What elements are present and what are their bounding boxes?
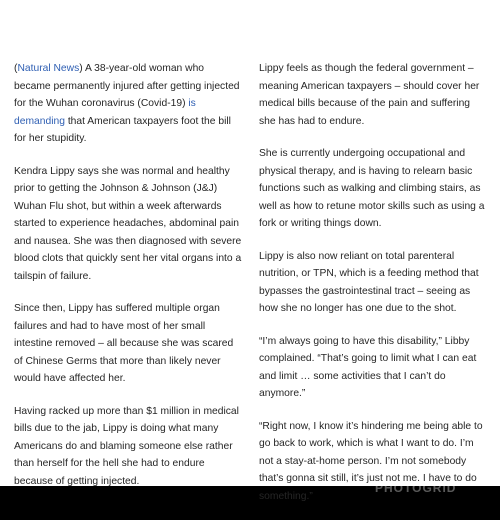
paragraph-organ-failures: Since then, Lippy has suffered multiple organ failures and had to have most of her small intestine removed – all because she was scared of Chinese Germs that more than likely never would have affected her. xyxy=(14,303,234,384)
photogrid-watermark: PHOTOGRID xyxy=(375,481,457,495)
paragraph-intro xyxy=(14,60,242,148)
intro-text-1: A 38-year-old woman who became permanently injured after getting injected for the Wuhan coronavirus (Covid-19) xyxy=(14,63,240,109)
paragraph-federal-government: Lippy feels as though the federal government – meaning American taxpayers – should cover her medical bills because of the pain and suffering she has had to endure. xyxy=(259,63,480,127)
paren-open: ( xyxy=(14,63,18,74)
paren-close: ) xyxy=(79,63,83,74)
paragraph-medical-bills: Having racked up more than $1 million in medical bills due to the jab, Lippy is doing what many Americans do and blaming someone else rather than herself for the hell she had to endure because of getting injected. xyxy=(14,405,239,487)
is-demanding-link[interactable]: is demanding xyxy=(14,98,196,127)
natural-news-link[interactable]: Natural News xyxy=(17,63,80,74)
right-column xyxy=(259,60,489,520)
left-column xyxy=(14,60,242,505)
paragraph-quote-work: “Right now, I know it’s hindering me being able to go back to work, which is what I want to do. I’m not a stay-at-home person. I’m not somebody that’s gonna sit still, it’s just not me. I have to do something.” xyxy=(259,420,483,502)
paragraph-therapy: She is currently undergoing occupational and physical therapy, and is having to relearn basic functions such as walking and climbing stairs, as well as how to retune motor skills such as using a fork or writing things down. xyxy=(259,148,485,229)
paragraph-quote-disability: “I’m always going to have this disability,” Libby complained. “That’s going to limit what I can eat and limit … some activities that I can’t do anymore.” xyxy=(259,335,477,399)
paragraph-tpn: Lippy is also now reliant on total parenteral nutrition, or TPN, which is a feeding method that bypasses the gastrointestinal tract – seeing as how she no longer has one due to the shot. xyxy=(259,250,479,314)
paragraph-kendra: Kendra Lippy says she was normal and healthy prior to getting the Johnson & Johnson (J&J) Wuhan Flu shot, but within a week afterwards started to experience headaches, abdominal pain and nausea. She was then diagnosed with severe blood clots that quickly sent her vital organs into a tailspin of failure. xyxy=(14,165,242,282)
intro-text-2: that American taxpayers foot the bill for her stupidity. xyxy=(14,115,231,144)
